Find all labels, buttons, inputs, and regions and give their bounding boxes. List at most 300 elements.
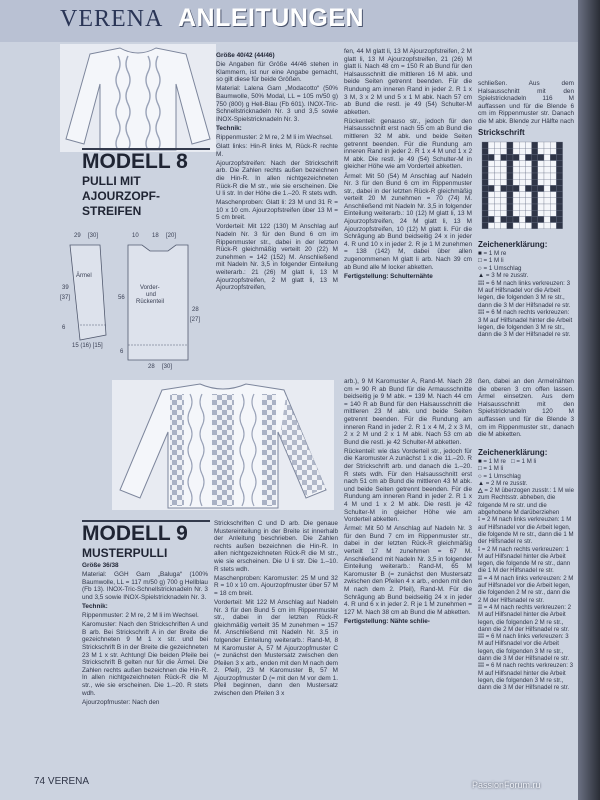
chart-cell: [538, 161, 544, 167]
chart-cell: [507, 216, 513, 222]
m8-legend-symbol: ⁞⁞⁞: [478, 309, 485, 317]
m8-legend-symbol: ▲: [478, 272, 485, 280]
chart-cell: [488, 185, 494, 191]
m9-legend-row: [478, 458, 574, 465]
chart-cell: [494, 179, 500, 185]
chart-cell: [544, 173, 550, 179]
m9-legend-symbol: ⁞⁞: [478, 574, 483, 582]
chart-cell: [544, 216, 550, 222]
chart-cell: [488, 179, 494, 185]
m9-legend-symbol: ⁞: [478, 516, 481, 524]
chart-cell: [519, 148, 525, 154]
chart-cell: [501, 161, 507, 167]
m9-legend-symbol: ⁞: [478, 545, 481, 553]
chart-cell: [488, 161, 494, 167]
chart-cell: [519, 161, 525, 167]
m8-legend-symbol: ■: [478, 250, 482, 257]
chart-cell: [488, 223, 494, 229]
chart-cell: [519, 154, 525, 160]
sketch-body-bottom: 28: [148, 364, 155, 370]
chart-cell: [507, 148, 513, 154]
sketch-top-right-mid: 18: [152, 233, 159, 239]
chart-cell: [513, 198, 519, 204]
page-header: [0, 0, 578, 42]
chart-cell: [494, 154, 500, 160]
chart-cell: [501, 216, 507, 222]
sketch-cuff: 6: [62, 325, 66, 331]
m8-c3-p0: schließen. Aus dem Halsausschnitt mit den Spielstricknadeln 116 M auffassen und für die Blende 6 cm im Rippenmuster str. Danach die M abk. Blende zur Hälfte nach: [478, 80, 574, 125]
chart-cell: [488, 204, 494, 210]
m9-c3-p1: Rückenteil: wie das Vorderteil str., jedoch für die Karomuster A zunächst 1 x die 11.–20. R der Strickschrift arb. und danach die 1.–20. R stets wdh. Für den Halsausschnitt erst nach 51 cm ab Bund die mittleren 43 M abk. und beide Seiten getrennt beenden. Für die Rundung am inneren Rand in jeder 2. R 1 x 4 M und 1 x 2 M abk. Die restl. je 42 Schulter-M in gleicher Höhe wie am Vorderteil abketten.: [344, 447, 472, 524]
sketch-body-left: 56: [118, 295, 125, 301]
m9-legend-symbol: ▲: [478, 479, 485, 487]
knitting-chart-grid: [478, 138, 572, 236]
chart-cell: [556, 142, 562, 148]
m9-legend-text: = 4 M nach links verkreuzen: 2 M auf Hilfsnadel vor die Arbeit legen, die folgenden 2 M re str., dann die 2 M der Hilfsnadel re str.: [478, 574, 574, 604]
m9-c1-p2: Technik:: [82, 602, 108, 610]
chart-cell: [501, 223, 507, 229]
chart-cell: [532, 142, 538, 148]
sketch-body-label3: Rückenteil: [136, 299, 165, 305]
m8-legend-text: = 1 M li: [483, 257, 504, 265]
m8-c2-p0: fen, 44 M glatt li, 13 M Ajourzopfstreifen, 2 M glatt li, 13 M Ajourzopfstreifen, 21 (26) M glatt li. Nach 48 cm = 150 R ab Bund für den Halsausschnitt die mittleren 16 M abk. und beide Seiten getrennt beenden. Für die Rundung am inneren Rand in jeder 2. R 1 x 3 M, 3 x 2 M und 5 x 1 M abk. Nach 57 cm ab Bund die restl. je 49 (54) Schulter-M abketten.: [344, 48, 472, 116]
chart-cell: [488, 210, 494, 216]
chart-cell: [501, 167, 507, 173]
chart-cell: [525, 142, 531, 148]
m9-legend: [478, 458, 574, 770]
m9-c1-p5: Ajourzopfmuster: Nach den: [82, 698, 160, 706]
chart-cell: [550, 161, 556, 167]
chart-cell: [525, 179, 531, 185]
sketch-body-label2: und: [146, 292, 157, 298]
chart-cell: [513, 161, 519, 167]
chart-cell: [544, 198, 550, 204]
chart-cell: [507, 210, 513, 216]
sketch-body-label1: Vorder-: [140, 285, 160, 291]
m9-c2-p1: Maschenproben: Karomuster: 25 M und 32 R = 10 x 10 cm. Ajourzopfmuster über 57 M = 18 cm breit.: [214, 574, 338, 597]
chart-cell: [538, 173, 544, 179]
sketch-top-right-alt: [20]: [166, 233, 177, 239]
chart-cell: [525, 185, 531, 191]
chart-cell: [488, 173, 494, 179]
chart-cell: [532, 192, 538, 198]
chart-cell: [501, 173, 507, 179]
m8-legend-text: = 1 M re: [483, 250, 507, 257]
sketch-top-left: 29: [74, 233, 81, 239]
chart-cell: [544, 223, 550, 229]
chart-cell: [550, 185, 556, 191]
modell8-column-2: [344, 48, 472, 374]
chart-cell: [538, 216, 544, 222]
chart-cell: [507, 142, 513, 148]
m8-legend-row: [478, 272, 574, 279]
chart-cell: [513, 216, 519, 222]
sketch-top-right: 10: [132, 233, 139, 239]
schematic-outline-icon: [60, 225, 210, 375]
modell9-column-3: [344, 378, 472, 770]
chart-cell: [513, 210, 519, 216]
chart-cell: [538, 185, 544, 191]
m8-legend-text: = 1 Umschlag: [483, 264, 522, 272]
chart-cell: [507, 179, 513, 185]
m8-c1-p3: Technik:: [216, 124, 242, 132]
m9-c1-p1: Material: GGH Garn „Baluga“ (100% Baumwolle, LL = 117 m/50 g) 700 g Hellblau (Fb 13). INOX-Tric-Schnellstricknadeln Nr. 3 und 3,5 sowie INOX-Spielstricknadeln Nr. 3.: [82, 571, 208, 601]
sketch-body-right-a: 28: [192, 307, 199, 313]
chart-cell: [494, 161, 500, 167]
modell9-column-4: [478, 378, 574, 448]
m8-c2-p3: Fertigstellung: Schulternähte: [344, 272, 433, 280]
chart-cell: [482, 148, 488, 154]
m9-c2-p2: Vorderteil: Mit 122 M Anschlag auf Nadeln Nr. 3 für den Bund 5 cm im Rippenmuster str., dabei in der letzten Rück-R gleichmäßig verteilt 35 M zunehmen = 157 M. Anschließend mit Nadeln Nr. 3,5 in folgender Einteilung weiterarb.: Rand-M, 8 M Karomuster A, 57 M Ajourzopfmuster C (= zunächst den Mustersatz zwischen den Pfeilen 3 x arb., enden mit den M nach dem 2. Pfeil), 23 M Karomuster B, 57 M Ajourzopfmuster D (= mit den M vor dem 1. Pfeil beginnen, dann den Mustersatz zwischen den Pfeilen 3 x: [214, 598, 338, 698]
chart-cell: [482, 210, 488, 216]
chart-cell: [532, 167, 538, 173]
m8-legend-text: = 3 M re zusstr.: [485, 272, 529, 280]
chart-cell: [482, 192, 488, 198]
m9-legend-extra: □ = 1 M li: [511, 458, 537, 465]
m8-legend-symbol: □: [478, 257, 482, 265]
m9-legend-text: = 6 M nach links verkreuzen: 3 M auf Hilfsnadel vor die Arbeit legen, die folgenden 3 M re str., dann die 3 M der Hilfsnadel re str.: [478, 633, 570, 663]
strickschrift-title: Strickschrift: [478, 128, 525, 137]
chart-cell: [556, 173, 562, 179]
chart-cell: [501, 179, 507, 185]
sketch-arm-label: Ärmel: [76, 273, 92, 279]
chart-cell: [544, 179, 550, 185]
chart-cell: [519, 192, 525, 198]
chart-cell: [532, 204, 538, 210]
chart-cell: [532, 223, 538, 229]
chart-cell: [488, 142, 494, 148]
sketch-arm-bottom: 15 (16) [15]: [72, 343, 103, 349]
chart-cell: [525, 173, 531, 179]
m9-legend-symbol: △: [478, 487, 483, 495]
brand-logo: VERENA: [60, 6, 164, 32]
chart-cell: [525, 204, 531, 210]
m9-legend-row: [478, 546, 574, 575]
section-title: ANLEITUNGEN: [178, 4, 365, 32]
m9-legend-text: = 2 M re zusstr.: [485, 479, 528, 487]
chart-cell: [550, 223, 556, 229]
chart-cell: [507, 192, 513, 198]
m9-legend-row: [478, 604, 574, 633]
watermark: PassionForum.ru: [472, 780, 541, 790]
chart-cell: [556, 148, 562, 154]
chart-cell: [532, 161, 538, 167]
magazine-spine-shadow: [578, 0, 600, 800]
m9-legend-text: = 2 M nach links verkreuzen: 1 M auf Hilfsnadel vor die Arbeit legen, die folgende M re str., dann die 1 M der Hilfsnadel re str.: [478, 516, 574, 546]
chart-cell: [544, 142, 550, 148]
chart-cell: [525, 223, 531, 229]
chart-cell: [482, 185, 488, 191]
chart-cell: [519, 173, 525, 179]
chart-cell: [538, 142, 544, 148]
m8-legend-row: [478, 265, 574, 272]
m9-legend-title: Zeichenerklärung:: [478, 448, 548, 457]
chart-cell: [544, 148, 550, 154]
chart-cell: [482, 173, 488, 179]
chart-cell: [556, 192, 562, 198]
chart-cell: [525, 192, 531, 198]
sketch-body-bottom-alt: [30]: [162, 364, 173, 370]
m9-legend-row: [478, 575, 574, 604]
chart-cell: [488, 167, 494, 173]
m8-c2-p2: Ärmel: Mit 50 (54) M Anschlag auf Nadeln Nr. 3 für den Bund 6 cm im Rippenmuster str., dabei in der letzten Rück-R gleichmäßig verteilt 20 M zunehmen = 70 (74) M. Anschließend mit Nadeln Nr. 3,5 in folgender Einteilung weiterarb.: 10 (12) M glatt li, 13 M Ajourzopfstreifen, 24 M glatt li, 13 M Ajourzopfstreifen, 10 (12) M glatt li. Für die Schrägung ab Bund beidseitig 24 x in jeder 4. R und 10 x in jeder 2. R je 1 M zunehmen = 138 (142) M, dabei über allen zugenommenen M glatt li arb. Nach 39 cm ab Bund alle M locker abketten.: [344, 172, 472, 271]
chart-cell: [482, 154, 488, 160]
chart-cell: [519, 179, 525, 185]
m9-legend-symbol: ⁞⁞⁞: [478, 662, 485, 670]
m9-legend-symbol: □: [478, 465, 482, 473]
sweater-sketch-icon: [112, 380, 334, 510]
chart-cell: [544, 185, 550, 191]
m8-c1-p7: Maschenproben: Glatt li: 23 M und 31 R = 10 x 10 cm. Ajourzopfstreifen über 13 M = 5 cm breit.: [216, 199, 338, 222]
m8-legend-row: [478, 309, 574, 339]
chart-cell: [482, 167, 488, 173]
chart-cell: [494, 148, 500, 154]
chart-cell: [532, 154, 538, 160]
m8-legend-row: [478, 250, 574, 257]
chart-cell: [532, 179, 538, 185]
chart-cell: [513, 179, 519, 185]
chart-cell: [525, 216, 531, 222]
chart-cell: [544, 154, 550, 160]
chart-cell: [538, 148, 544, 154]
chart-cell: [501, 185, 507, 191]
chart-cell: [501, 210, 507, 216]
chart-cell: [550, 204, 556, 210]
chart-cell: [494, 198, 500, 204]
chart-cell: [507, 185, 513, 191]
modell8-subtitle-line2: AJOURZOPF-: [82, 189, 160, 203]
m9-legend-row: [478, 516, 574, 545]
sketch-arm-side-b: [37]: [60, 295, 71, 301]
chart-cell: [556, 154, 562, 160]
modell9-column-1: [82, 562, 208, 770]
chart-cell: [494, 223, 500, 229]
m8-legend-text: = 6 M nach links verkreuzen: 3 M auf Hilfsnadel vor die Arbeit legen, die folgenden 3 M re str., dann die 3 M der Hilfsnadel re str.: [478, 279, 571, 309]
chart-cell: [513, 167, 519, 173]
m8-c1-p0: Größe 40/42 (44/46): [216, 52, 275, 59]
chart-cell: [501, 192, 507, 198]
chart-cell: [544, 192, 550, 198]
modell8-schematic: [60, 225, 210, 375]
m8-c1-p2: Material: Lalena Garn „Modacotto“ (50% Baumwolle, 50% Modal, LL = 105 m/50 g) 750 (800) g Hell-Blau (Fb 601). INOX-Tric-Schnellstricknadeln Nr. 3 und 3,5 sowie INOX-Spielstricknadeln Nr. 3.: [216, 85, 338, 123]
sketch-arm-side-a: 39: [62, 285, 69, 291]
m9-legend-symbol: ○: [478, 472, 482, 480]
m9-c3-p2: Ärmel: Mit 50 M Anschlag auf Nadeln Nr. 3 für den Bund 7 cm im Rippenmuster str., dabei in der letzten Rück-R gleichmäßig verteilt 17 M zunehmen = 67 M. Anschließend mit Nadeln Nr. 3,5 in folgender Einteilung weiterarb.: Rand-M, 65 M Karomuster B (= zunächst den Mustersatz zwischen den Pfeilen 4 x arb., enden mit den M nach dem 2. Pfeil), Rand-M. Für die Schrägung ab Bund beidseitig 24 x in jeder 4. R und 6 x in jeder 2. R je 1 M zunehmen = 127 M. Nach 38 cm ab Bund die M abketten.: [344, 525, 472, 616]
chart-cell: [556, 210, 562, 216]
chart-cell: [501, 204, 507, 210]
chart-cell: [519, 167, 525, 173]
m8-legend: [478, 250, 574, 374]
chart-cell: [513, 223, 519, 229]
chart-cell: [538, 210, 544, 216]
m9-c1-p4: Karomuster: Nach den Strickschriften A und B arb. Bei Strickschrift A in der Breite die gezeichneten 9 M 1 x str. und bei Strickschrift B in der Breite die gezeichneten 23 M 1 x str. Achtung! Die beiden Pfeile bei Strickschrift B gelten nur für die Ärmel. Die Zahlen rechts außen bezeichnen die Hin-R. In allen nichtgezeichneten Rück-R die M str., wie sie erscheinen. Die 1.–20. R stets wdh.: [82, 621, 208, 697]
m8-c1-p6: Ajourzopfstreifen: Nach der Strickschrift arb. Die Zahlen rechts außen bezeichnen die Hin-R. In allen nichtgezeichneten Rück-R die M str., wie sie erscheinen. Die U li str. In der Höhe die 1.–20. R stets wdh.: [216, 159, 338, 198]
chart-cell: [550, 142, 556, 148]
m8-legend-title: Zeichenerklärung:: [478, 240, 548, 249]
chart-cell: [525, 167, 531, 173]
chart-cell: [519, 223, 525, 229]
chart-cell: [538, 192, 544, 198]
chart-cell: [519, 142, 525, 148]
m9-c1-p0: Größe 36/38: [82, 562, 119, 569]
sketch-top-left-alt: [30]: [88, 233, 99, 239]
chart-cell: [507, 198, 513, 204]
chart-cell: [488, 192, 494, 198]
m9-legend-symbol: ■: [478, 458, 482, 465]
chart-cell: [532, 148, 538, 154]
m9-legend-row: [478, 473, 574, 480]
chart-cell: [556, 204, 562, 210]
chart-cell: [513, 204, 519, 210]
chart-cell: [507, 161, 513, 167]
m9-legend-symbol: ⁞⁞⁞: [478, 633, 485, 641]
modell8-subtitle-line1: PULLI MIT: [82, 174, 141, 188]
m9-c3-p3: Fertigstellung: Nähte schlie-: [344, 617, 430, 625]
m9-c3-p0: arb.), 9 M Karomuster A, Rand-M. Nach 28 cm = 90 R ab Bund für die Armausschnitte beidseitig je 9 M abk. = 139 M. Nach 44 cm = 140 R ab Bund für den Halsausschnitt die mittleren 23 M abk. und beide Seiten getrennt beenden. Für die Rundung am inneren Rand in jeder 2. R 1 x 4 M, 2 x 3 M, 2 x 2 M und 2 x 1 M abk. Nach 53 cm ab Bund die restl. je 42 Schulter-M abketten.: [344, 378, 472, 446]
chart-cell: [556, 216, 562, 222]
m9-c2-p0: Strickschriften C und D arb. Die genaue Mustereinteilung in der Breite ist innerhalb der Anleitung beschrieben. Die Zahlen rechts außen bezeichnen die Hin-R. In allen nichtgezeichneten Rück-R die M str., wie sie erscheinen. Die U li str. Die 1.–10. R stets wdh.: [214, 520, 338, 573]
chart-cell: [538, 167, 544, 173]
chart-cell: [532, 210, 538, 216]
chart-cell: [513, 154, 519, 160]
chart-cell: [482, 161, 488, 167]
modell8-column-1: [216, 52, 338, 374]
chart-cell: [507, 167, 513, 173]
chart-cell: [544, 210, 550, 216]
chart-cell: [550, 173, 556, 179]
chart-cell: [525, 210, 531, 216]
chart-cell: [494, 210, 500, 216]
chart-cell: [494, 192, 500, 198]
chart-cell: [488, 198, 494, 204]
m9-legend-text: = 2 M nach rechts verkreuzen: 1 M auf Hilfsnadel hinter die Arbeit legen, die folgende M re str., dann die 1 M der Hilfsnadel re str.: [478, 545, 571, 575]
modell8-column-3: [478, 80, 574, 126]
chart-cell: [544, 161, 550, 167]
chart-cell: [501, 154, 507, 160]
m9-legend-row: [478, 487, 574, 516]
sketch-body-right-b: [27]: [190, 317, 201, 323]
chart-cell: [538, 223, 544, 229]
page-footer: 74 VERENA: [34, 776, 90, 787]
chart-cell: [550, 198, 556, 204]
chart-cell: [482, 142, 488, 148]
chart-cell: [519, 210, 525, 216]
m9-legend-text: = 1 Umschlag: [483, 472, 521, 480]
modell9-subtitle: MUSTERPULLI: [82, 546, 168, 560]
chart-cell: [538, 179, 544, 185]
chart-cell: [482, 198, 488, 204]
modell9-column-2: [214, 520, 338, 770]
strickschrift-chart: [478, 138, 572, 236]
chart-cell: [556, 198, 562, 204]
m9-legend-text: = 2 M überzogen zusstr.: 1 M wie zum Rechtsstr. abheben, die folgende M re str. und die abgehobene M darüberziehen: [478, 487, 574, 517]
chart-cell: [513, 185, 519, 191]
chart-cell: [513, 148, 519, 154]
chart-cell: [513, 192, 519, 198]
m8-c2-p1: Rückenteil: genauso str., jedoch für den Halsausschnitt erst nach 55 cm ab Bund die mittleren 32 M abk. und beide Seiten getrennt beenden. Für die Rundung am inneren Rand in jeder 2. R 1 x 4 M und 1 x 2 M abk. Die restl. je 49 (54) Schulter-M in gleicher Höhe wie am Vorderteil abketten.: [344, 117, 472, 171]
chart-cell: [525, 148, 531, 154]
chart-cell: [550, 148, 556, 154]
chart-cell: [538, 154, 544, 160]
m9-legend-row: [478, 480, 574, 487]
chart-cell: [513, 173, 519, 179]
chart-cell: [556, 161, 562, 167]
chart-cell: [544, 204, 550, 210]
m9-c1-p3: Rippenmuster: 2 M re, 2 M li im Wechsel.: [82, 612, 199, 620]
chart-cell: [532, 198, 538, 204]
modell8-title: MODELL 8: [82, 150, 188, 173]
chart-cell: [525, 161, 531, 167]
chart-cell: [507, 204, 513, 210]
chart-cell: [494, 167, 500, 173]
chart-cell: [507, 173, 513, 179]
chart-cell: [519, 204, 525, 210]
chart-cell: [519, 185, 525, 191]
chart-cell: [550, 192, 556, 198]
chart-cell: [494, 173, 500, 179]
chart-cell: [507, 154, 513, 160]
chart-cell: [556, 185, 562, 191]
chart-cell: [538, 198, 544, 204]
m9-legend-row: [478, 465, 574, 472]
m9-legend-text: = 1 M re: [483, 458, 506, 465]
chart-cell: [532, 173, 538, 179]
chart-cell: [488, 154, 494, 160]
chart-cell: [532, 216, 538, 222]
m9-legend-symbol: ⁞⁞: [478, 603, 483, 611]
sweater-sketch-icon: [60, 44, 216, 152]
chart-cell: [482, 179, 488, 185]
m8-c1-p5: Glatt links: Hin-R links M, Rück-R rechte M.: [216, 143, 338, 158]
m8-c1-p8: Vorderteil: Mit 122 (130) M Anschlag auf Nadeln Nr. 3 für den Bund 6 cm im Rippenmuster str., dabei in der letzten Rück-R gleichmäßig verteilt 20 (22) M zunehmen = 142 (152) M. Anschließend mit Nadeln Nr. 3,5 in folgender Einteilung weiterarb.: 21 (26) M glatt li, 13 M Ajourzopfstreifen, 2 M glatt li, 13 M Ajourzopfstreifen,: [216, 223, 338, 292]
chart-cell: [482, 204, 488, 210]
chart-cell: [488, 216, 494, 222]
chart-cell: [525, 154, 531, 160]
chart-cell: [519, 198, 525, 204]
chart-cell: [532, 185, 538, 191]
chart-cell: [538, 204, 544, 210]
m9-legend-row: [478, 662, 574, 691]
m8-c1-p4: Rippenmuster: 2 M re, 2 M li im Wechsel.: [216, 133, 333, 141]
m8-legend-symbol: ⁞⁞⁞: [478, 279, 485, 287]
chart-cell: [488, 148, 494, 154]
m8-legend-row: [478, 280, 574, 310]
chart-cell: [556, 179, 562, 185]
modell9-sweater-illustration: [112, 380, 334, 510]
chart-cell: [519, 216, 525, 222]
chart-cell: [501, 148, 507, 154]
chart-cell: [501, 198, 507, 204]
chart-cell: [494, 185, 500, 191]
chart-cell: [513, 142, 519, 148]
chart-cell: [550, 210, 556, 216]
chart-cell: [494, 142, 500, 148]
chart-cell: [482, 216, 488, 222]
chart-cell: [507, 223, 513, 229]
chart-cell: [556, 167, 562, 173]
chart-cell: [544, 167, 550, 173]
m9-legend-text: = 6 M nach rechts verkreuzen: 3 M auf Hilfsnadel hinter die Arbeit legen, die folgenden 3 M re str., dann die 3 M der Hilfsnadel re str.: [478, 662, 574, 692]
chart-cell: [556, 223, 562, 229]
m9-legend-text: = 4 M nach rechts verkreuzen: 2 M auf Hilfsnadel hinter die Arbeit legen, die folgenden 2 M re str., dann die 2 M der Hilfsnadel re str.: [478, 603, 571, 633]
chart-cell: [550, 167, 556, 173]
m8-legend-symbol: ○: [478, 264, 482, 272]
m9-legend-text: = 1 M li: [483, 465, 504, 473]
modell8-sweater-illustration: [60, 44, 216, 152]
m8-c1-p1: Die Angaben für Größe 44/46 stehen in Klammern, ist nur eine Angabe gemacht, so gilt diese für beide Größen.: [216, 61, 338, 84]
modell9-title: MODELL 9: [82, 522, 188, 545]
chart-cell: [501, 142, 507, 148]
